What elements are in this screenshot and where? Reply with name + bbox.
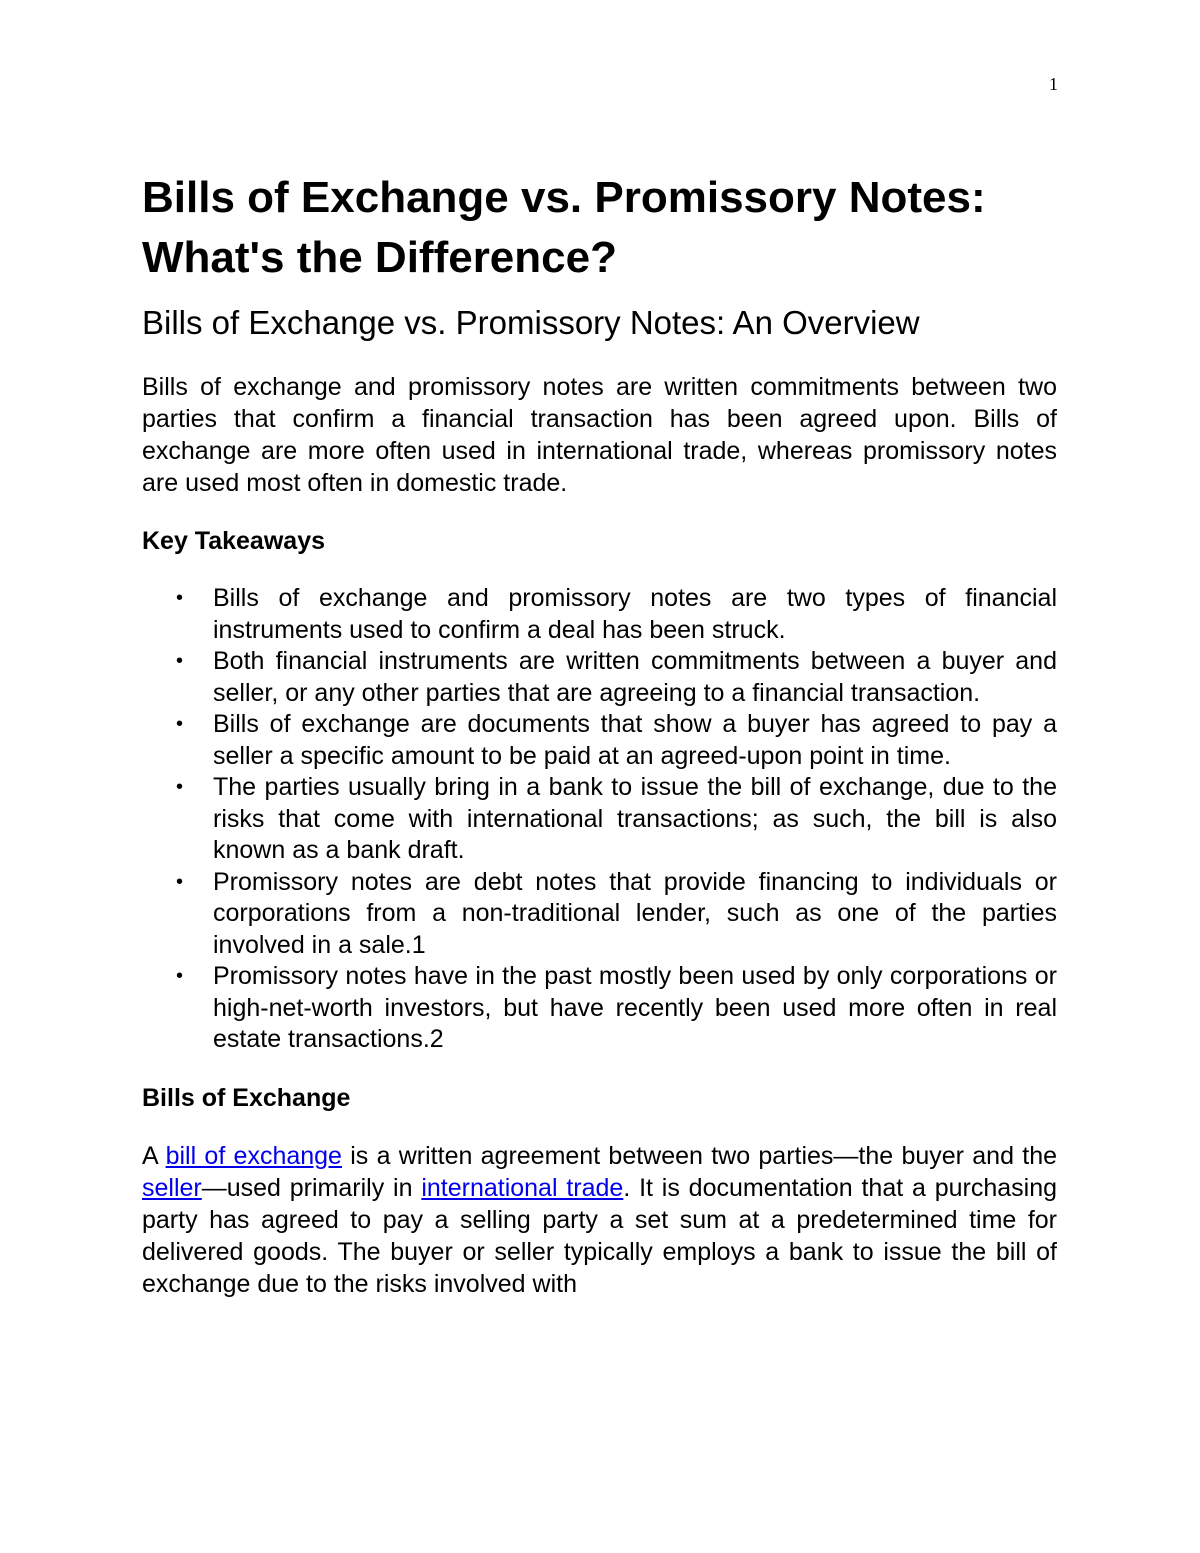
list-item (142, 867, 1057, 962)
paragraph-text: is a written agreement between two parties—the buyer and the (341, 1141, 1057, 1170)
list-item-text: Bills of exchange are documents that show a buyer has agreed to pay a seller a specific amount to be paid at an agreed-upon point in time. (213, 710, 1057, 770)
bullet-icon: • (176, 870, 184, 893)
document-body (142, 168, 1057, 1300)
paragraph-text: —used primarily in (201, 1173, 422, 1202)
seller-link[interactable]: seller (142, 1173, 202, 1202)
bills-of-exchange-heading: Bills of Exchange (142, 1083, 351, 1112)
list-item-text: Promissory notes have in the past mostly been used by only corporations or high-net-worth investors, but have recently been used more often in real estate transactions.2 (213, 962, 1057, 1053)
list-item-text: Promissory notes are debt notes that provide financing to individuals or corporations from a non-traditional lender, such as one of the parties involved in a sale.1 (213, 867, 1057, 959)
bill-of-exchange-link[interactable]: bill of exchange (165, 1141, 342, 1170)
document-title: Bills of Exchange vs. Promissory Notes: What's the Difference? (142, 173, 986, 282)
overview-heading: Bills of Exchange vs. Promissory Notes: An Overview (142, 304, 920, 341)
key-takeaways-list (142, 583, 1057, 1056)
paragraph-text: A (142, 1141, 166, 1170)
bullet-icon: • (176, 587, 184, 609)
international-trade-link[interactable]: international trade (421, 1173, 624, 1202)
list-item-text: The parties usually bring in a bank to issue the bill of exchange, due to the risks that come with international transactions; as such, the bill is also known as a bank draft. (213, 773, 1057, 864)
list-item-text: Bills of exchange and promissory notes are two types of financial instruments used to confirm a deal has been struck. (213, 584, 1057, 644)
bullet-icon: • (176, 713, 184, 735)
list-item (142, 583, 1057, 646)
paragraph-text: . It is documentation that a purchasing party has agreed to pay a selling party a set sum at a predetermined time for delivered goods. The buyer or seller typically employs a bank to issue the bill of exchange due to the risks involved with (142, 1173, 1058, 1298)
list-item-text: Both financial instruments are written commitments between a buyer and seller, or any other parties that are agreeing to a financial transaction. (213, 647, 1057, 707)
list-item (142, 772, 1057, 867)
key-takeaways-heading: Key Takeaways (142, 527, 325, 555)
list-item (142, 709, 1057, 772)
overview-paragraph: Bills of exchange and promissory notes are written commitments between two parties that confirm a financial transaction has been agreed upon. Bills of exchange are more often used in international trade, whereas promissory notes are used most often in domestic trade. (142, 373, 1057, 497)
page-number: 1 (1049, 74, 1058, 94)
bills-of-exchange-paragraph (142, 1140, 1057, 1300)
bullet-icon: • (176, 965, 184, 987)
list-item (142, 961, 1057, 1056)
bullet-icon: • (176, 776, 184, 798)
bullet-icon: • (176, 650, 184, 672)
list-item (142, 646, 1057, 709)
